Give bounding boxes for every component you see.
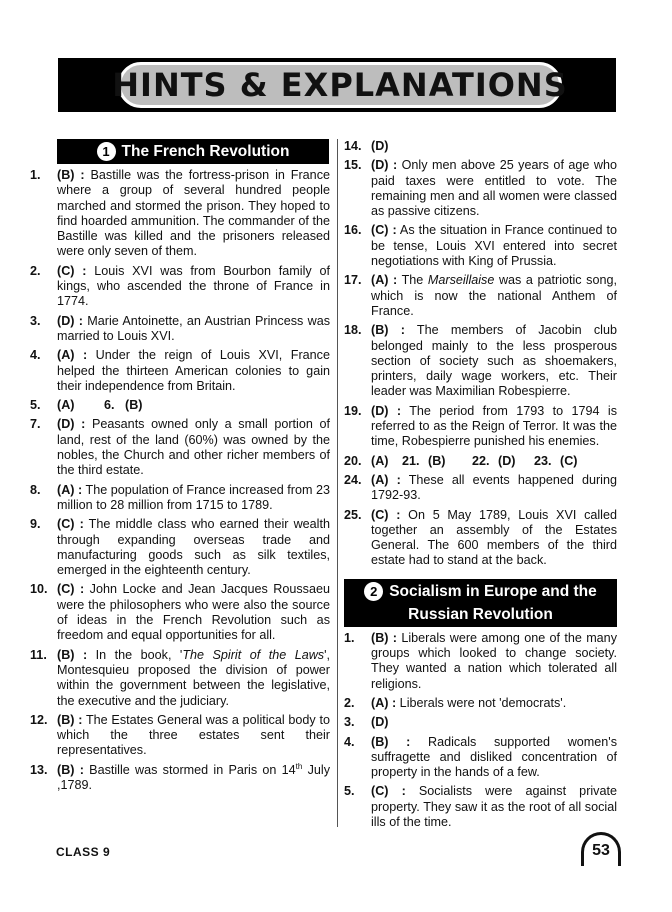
section-2-heading xyxy=(344,579,617,627)
section-2-number: 2 xyxy=(364,582,383,601)
answer-item xyxy=(30,348,330,394)
q-number: 19. xyxy=(344,403,362,418)
answer-item xyxy=(344,404,617,450)
answer-key: (B) xyxy=(428,453,446,468)
q-number: 13. xyxy=(30,762,48,777)
explanation: Bastille was the fortress-prison in France where a group of several hundred people marched and stormed the prison. They hoped to find hoarded ammunition. The commander of the Bastille was killed and the prisoners released were only seven of them. xyxy=(57,168,330,259)
q-number: 5. xyxy=(344,784,355,799)
q-number: 20. xyxy=(344,453,362,468)
answer-text xyxy=(371,323,617,399)
answer-text xyxy=(371,735,617,781)
answer-text xyxy=(371,631,617,692)
answer-key: (C) : xyxy=(371,507,401,522)
q-number: 5. xyxy=(30,398,41,413)
answer-text xyxy=(57,348,330,394)
explanation: Peasants owned only a small portion of land, rest of the land (60%) was owned by the nobles, the Church and other richer members of the third estate. xyxy=(57,417,330,478)
answer-key: (B) : xyxy=(371,323,405,338)
answer-text xyxy=(57,483,330,514)
answer-key: (C) : xyxy=(371,784,406,799)
q-number: 18. xyxy=(344,323,362,338)
answer-item xyxy=(30,582,330,643)
answer-item xyxy=(30,264,330,310)
section-1-title: The French Revolution xyxy=(121,142,290,160)
answer-key: (B) : xyxy=(57,168,85,182)
answer-key: (C) : xyxy=(57,263,87,278)
answer-item xyxy=(30,314,330,345)
answer-item xyxy=(344,473,617,504)
explanation: Under the reign of Louis XVI, France helped the thirteen American colonies to gain their independence from Britain. xyxy=(57,348,330,393)
section-1-heading xyxy=(57,139,329,164)
answer-key: (D) xyxy=(371,139,389,153)
explanation: On 5 May 1789, Louis XVI called together an assembly of the Estates General. The 600 members of the third estate had to stand at the back. xyxy=(371,507,617,568)
q-number: 4. xyxy=(30,348,41,363)
answer-item xyxy=(344,735,617,781)
q-number: 14. xyxy=(344,139,362,153)
explanation: The middle class who earned their wealth through expanding overseas trade and manufacturing goods such as silk textiles, emerged in the eighteenth century. xyxy=(57,517,330,578)
answer-text xyxy=(57,763,330,794)
superscript: th xyxy=(295,761,303,771)
column-divider xyxy=(337,139,338,827)
answer-item xyxy=(344,158,617,219)
section-2-title-line-2: Russian Revolution xyxy=(408,605,553,623)
explanation: Radicals supported women's suffragette and disliked concentration of property in the hands of a few. xyxy=(371,734,617,780)
explanation: was a patriotic song, which is now the national Anthem of France. xyxy=(371,273,617,318)
q-number: 3. xyxy=(30,313,41,328)
answer-key: (B) : xyxy=(371,734,411,749)
song-title: Marseillaise xyxy=(427,273,495,288)
answer-key: (A) : xyxy=(371,273,398,288)
q-number: 21. xyxy=(402,453,420,468)
q-number: 6. xyxy=(104,398,115,413)
explanation: As the situation in France continued to be tense, Louis XVI entered into secret negotiations with King of Prussia. xyxy=(371,223,617,269)
answer-key: (C) : xyxy=(57,517,84,532)
book-title: The Spirit of the Laws xyxy=(182,647,325,662)
q-number: 4. xyxy=(344,734,355,749)
explanation: These all events happened during 1792-93. xyxy=(371,472,617,503)
explanation: ', Montesquieu proposed the division of power within the government between the legislative, the executive and the judiciary. xyxy=(57,647,330,708)
explanation: The xyxy=(397,273,428,288)
answer-item xyxy=(30,168,330,260)
explanation: The Estates General was a political body to which the three estates sent their representatives. xyxy=(57,712,330,758)
explanation: John Locke and Jean Jacques Roussaeu were the philosophers who were also the source of ideas in the French Revolution such as freedom and equal opportunities for all. xyxy=(57,582,330,643)
answer-item xyxy=(344,631,617,692)
q-number: 7. xyxy=(30,417,41,432)
answer-text xyxy=(57,713,330,759)
answer-key: (A) : xyxy=(57,348,88,363)
explanation: Liberals were not 'democrats'. xyxy=(396,695,567,710)
answer-key: (C) : xyxy=(57,582,85,597)
explanation: Bastille was stormed in Paris on 14 xyxy=(83,762,296,777)
answer-key: (A) : xyxy=(371,695,397,710)
answer-item xyxy=(30,713,330,759)
answer-key: (A) : xyxy=(57,482,83,497)
explanation: Louis XVI was from Bourbon family of kings, who ascended the throne of France in 1774. xyxy=(57,263,330,309)
q-number: 8. xyxy=(30,482,41,497)
explanation: Only men above 25 years of age who paid taxes were entitled to vote. The remaining men and all women were classed as passive citizens. xyxy=(371,158,617,219)
answer-key: (B) : xyxy=(371,630,397,645)
section-2-title-line-1 xyxy=(364,580,597,603)
answer-text xyxy=(57,582,330,643)
answer-item xyxy=(344,508,617,569)
answer-text xyxy=(371,784,617,830)
answer-text xyxy=(57,314,330,345)
answer-text xyxy=(57,264,330,310)
answer-row xyxy=(30,398,330,413)
answer-key: (B) : xyxy=(57,762,84,777)
answer-key: (B) : xyxy=(57,647,88,662)
answer-key: (A) xyxy=(57,398,75,413)
q-number: 9. xyxy=(30,517,41,532)
answer-text xyxy=(371,473,617,504)
answer-text xyxy=(57,417,330,478)
q-number: 10. xyxy=(30,582,48,597)
explanation: The members of Jacobin club belonged mainly to the less prosperous section of society such as shoemakers, printers, daily wage workers, etc. Their leader was Maximilian Robespierre. xyxy=(371,323,617,399)
answer-row xyxy=(344,715,617,730)
header-banner xyxy=(58,58,616,112)
q-number: 2. xyxy=(344,695,355,710)
answer-item xyxy=(30,648,330,709)
q-number: 12. xyxy=(30,712,48,727)
answer-text xyxy=(371,158,617,219)
q-number: 23. xyxy=(534,453,552,468)
explanation: July ,1789. xyxy=(57,762,330,792)
answer-row xyxy=(344,454,617,469)
q-number: 3. xyxy=(344,715,355,730)
page-number: 53 xyxy=(581,832,621,866)
section-1-number: 1 xyxy=(97,142,116,161)
q-number: 11. xyxy=(30,647,47,662)
answer-key: (B) xyxy=(125,398,143,413)
q-number: 25. xyxy=(344,507,362,522)
answer-item xyxy=(30,517,330,578)
explanation: The population of France increased from 23 million to 28 million from 1715 to 1789. xyxy=(57,482,330,512)
answer-item xyxy=(30,417,330,478)
q-number: 1. xyxy=(30,168,41,182)
answer-row xyxy=(344,139,617,154)
left-column xyxy=(30,139,330,797)
answer-text xyxy=(57,648,330,709)
q-number: 2. xyxy=(30,263,41,278)
answer-item xyxy=(344,784,617,830)
answer-key: (D) : xyxy=(57,313,83,328)
answer-item xyxy=(344,223,617,269)
answer-key: (C) xyxy=(560,453,578,468)
q-number: 24. xyxy=(344,472,362,487)
answer-item xyxy=(344,696,617,711)
answer-text xyxy=(57,517,330,578)
class-label: CLASS 9 xyxy=(56,845,111,859)
q-number: 15. xyxy=(344,158,362,173)
answer-key: (A) : xyxy=(371,472,401,487)
answer-text xyxy=(371,223,617,269)
explanation: Marie Antoinette, an Austrian Princess was married to Louis XVI. xyxy=(57,313,330,343)
explanation: The period from 1793 to 1794 is referred to as the Reign of Terror. It was the time, Robespierre punished his enemies. xyxy=(371,403,617,449)
page-title: HINTS & EXPLANATIONS xyxy=(112,66,568,104)
answer-key: (D) xyxy=(498,453,516,468)
answer-key: (D) xyxy=(371,715,389,730)
answer-text xyxy=(371,273,617,319)
answer-text xyxy=(371,696,617,711)
answer-key: (B) : xyxy=(57,712,83,727)
section-2-title: Socialism in Europe and the xyxy=(389,582,597,600)
q-number: 17. xyxy=(344,273,362,288)
right-column xyxy=(344,139,617,834)
explanation: Liberals were among one of the many groups which looked to change society. They wanted a nation which tolerated all religions. xyxy=(371,630,617,691)
answer-key: (A) xyxy=(371,453,389,468)
q-number: 1. xyxy=(344,630,355,645)
answer-item xyxy=(30,483,330,514)
q-number: 16. xyxy=(344,223,362,238)
answer-key: (D) : xyxy=(371,158,398,173)
answer-key: (C) : xyxy=(371,223,397,238)
header-pill xyxy=(112,62,568,108)
answer-key: (D) : xyxy=(371,403,402,418)
answer-text xyxy=(371,508,617,569)
q-number: 22. xyxy=(472,453,490,468)
answer-text xyxy=(371,404,617,450)
answer-item xyxy=(30,763,330,794)
answer-item xyxy=(344,323,617,399)
answer-text xyxy=(57,168,330,260)
explanation: Socialists were against private property. They saw it as the root of all social ills of the time. xyxy=(371,784,617,829)
answer-item xyxy=(344,273,617,319)
explanation: In the book, ' xyxy=(87,647,183,662)
answer-key: (D) : xyxy=(57,417,86,432)
